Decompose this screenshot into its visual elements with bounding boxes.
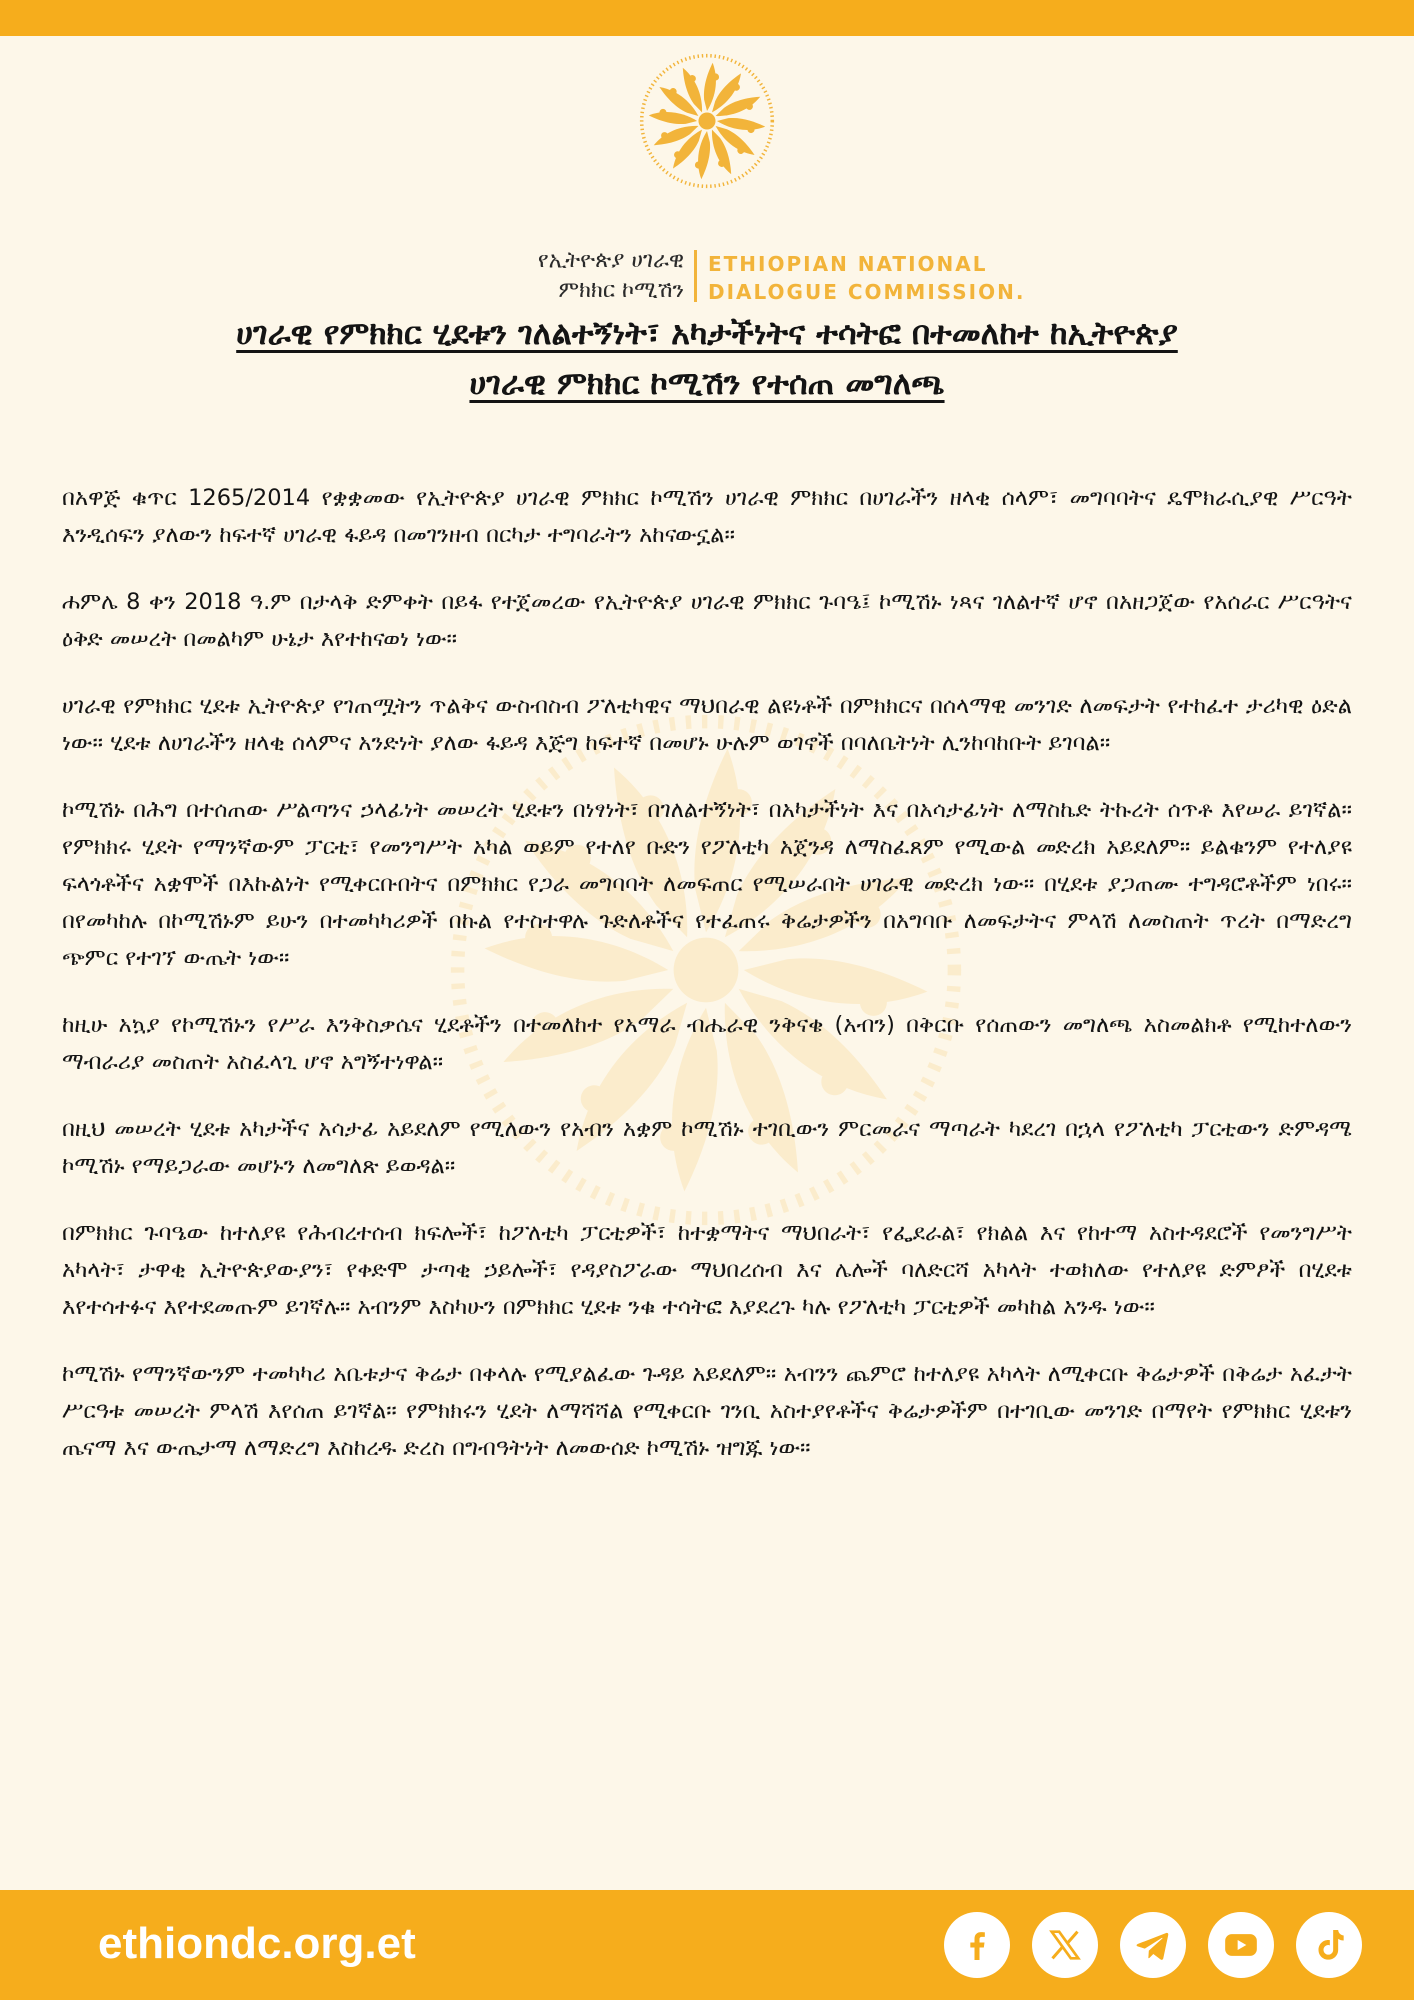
paragraph: ከዚሁ አኳያ የኮሚሽኑን የሥራ እንቅስቃሴና ሂደቶችን በተመለከተ የአማራ ብሔራዊ ንቅናቄ (አብን) በቅርቡ የሰጠውን መግለጫ አስመልክቶ የሚከተለውን ማብራሪያ መስጠት አስፈላጊ ሆኖ አግኝተነዋል። [62, 1012, 1352, 1075]
paragraph: በዚህ መሠረት ሂደቱ አካታችና አሳታፊ አይደለም የሚለውን የአብን አቋም ኮሚሽኑ ተገቢውን ምርመራና ማጣራት ካደረገ በኋላ የፖለቲካ ፓርቲውን ድምዳሜ ኮሚሽኑ የማይጋራው መሆኑን ለመግለጽ ይወዳል። [62, 1116, 1352, 1179]
paragraph: ሐምሌ 8 ቀን 2018 ዓ.ም በታላቅ ድምቀት በይፋ የተጀመረው የኢትዮጵያ ሀገራዊ ምክክር ጉባዔ፤ ኮሚሽኑ ነጻና ገለልተኛ ሆኖ በአዘጋጀው የአሰራር ሥርዓትና ዕቅድ መሠረት በመልካም ሁኔታ እየተከናወነ ነው። [62, 589, 1352, 652]
facebook-link[interactable] [944, 1912, 1010, 1978]
telegram-link[interactable] [1120, 1912, 1186, 1978]
youtube-icon [1221, 1925, 1261, 1965]
top-accent-bar [0, 0, 1414, 36]
statement-body [62, 480, 1352, 1497]
logo-amharic-line1: የኢትዮጵያ ሀገራዊ [537, 248, 684, 273]
title-line-1: ሀገራዊ የምክክር ሂደቱን ገለልተኝነት፣ አካታችነትና ተሳትፎ በተመለከተ ከኢትዮጵያ [236, 314, 1178, 352]
logo-divider [694, 250, 697, 302]
youtube-link[interactable] [1208, 1912, 1274, 1978]
logo-amharic-name [430, 246, 684, 306]
paragraph: በምክክር ጉባዔው ከተለያዩ የሕብረተሰብ ክፍሎች፣ ከፖለቲካ ፓርቲዎች፣ ከተቋማትና ማህበራት፣ የፌደራል፣ የክልል እና የከተማ አስተዳደሮች የመንግሥት አካላት፣ ታዋቂ ኢትዮጵያውያን፣ የቀድሞ ታጣቂ ኃይሎች፣ የዳያስፖራው ማህበረሰብ እና ሌሎች ባለድርሻ አካላት ተወክለው የተለያዩ ድምፆች በሂደቱ እየተሳተፉና እየተደመጡም ይገኛሉ። አብንም እስካሁን በምክክር ሂደቱ ንቁ ተሳትፎ እያደረጉ ካሉ የፖለቲካ ፓርቲዎች መካከል አንዱ ነው። [62, 1220, 1352, 1320]
paragraph: ሀገራዊ የምክክር ሂደቱ ኢትዮጵያ የገጠሟትን ጥልቅና ውስብስብ ፖለቲካዊና ማህበራዊ ልዩነቶች በምክክርና በሰላማዊ መንገድ ለመፍታት የተከፈተ ታሪካዊ ዕድል ነው። ሂደቱ ለሀገራችን ዘላቂ ሰላምና አንድነት ያለው ፋይዳ እጅግ ከፍተኛ በመሆኑ ሁሉም ወገኖች በባለቤትነት ሊንከባከቡት ይገባል። [62, 693, 1352, 756]
press-release-title [80, 308, 1334, 408]
x-twitter-link[interactable] [1032, 1912, 1098, 1978]
tiktok-link[interactable] [1296, 1912, 1362, 1978]
logo-english-name [708, 250, 1025, 306]
logo-english-line1: ETHIOPIAN NATIONAL [708, 252, 988, 276]
facebook-icon [957, 1925, 997, 1965]
sunburst-logo-icon [636, 50, 778, 192]
logo-english-line2: DIALOGUE COMMISSION. [708, 280, 1026, 304]
paragraph: በአዋጅ ቁጥር 1265/2014 የቋቋመው የኢትዮጵያ ሀገራዊ ምክክር ኮሚሽን ሀገራዊ ምክክር በሀገራችን ዘላቂ ሰላም፣ መግባባትና ዴሞክራሲያዊ ሥርዓት እንዲሰፍን ያለውን ከፍተኛ ሀገራዊ ፋይዳ በመገንዘብ በርካታ ተግባራትን አከናውኗል። [62, 485, 1352, 548]
x-icon [1045, 1925, 1085, 1965]
paragraph: ኮሚሽኑ በሕግ በተሰጠው ሥልጣንና ኃላፊነት መሠረት ሂደቱን በነፃነት፣ በገለልተኝነት፣ በአካታችነት እና በአሳታፊነት ለማስኬድ ትኩረት ሰጥቶ እየሠራ ይገኛል። የምክክሩ ሂደት የማንኛውም ፓርቲ፣ የመንግሥት አካል ወይም የተለየ ቡድን የፖለቲካ አጀንዳ ለማስፈጸም የሚውል መድረክ አይደለም። ይልቁንም የተለያዩ ፍላጎቶችና አቋሞች በእኩልነት የሚቀርቡበትና በምክክር የጋራ መግባባት ለመፍጠር የሚሠራበት ሀገራዊ መድረክ ነው። በሂደቱ ያጋጠሙ ተግዳሮቶችም ነበሩ። በየመካከሉ በኮሚሽኑም ይሁን በተመካካሪዎች በኩል የተስተዋሉ ጉድለቶችና የተፈጠሩ ቅሬታዎችን በአግባቡ ለመፍታትና ምላሽ ለመስጠት ጥረት በማድረግ ጭምር የተገኘ ውጤት ነው። [62, 797, 1352, 971]
logo-amharic-line2: ምክክር ኮሚሽን [558, 278, 684, 303]
paragraph: ኮሚሽኑ የማንኛውንም ተመካካሪ አቤቱታና ቅሬታ በቀላሉ የሚያልፈው ጉዳይ አይደለም። አብንን ጨምሮ ከተለያዩ አካላት ለሚቀርቡ ቅሬታዎች በቅሬታ አፈታት ሥርዓቱ መሠረት ምላሽ እየሰጠ ይገኛል። የምክክሩን ሂደት ለማሻሻል የሚቀርቡ ገንቢ አስተያየቶችና ቅሬታዎችም በተገቢው መንገድ በማየት የምክክር ሂደቱን ጤናማ እና ውጤታማ ለማድረግ እስከረዱ ድረስ በግብዓትነት ለመውሰድ ኮሚሽኑ ዝግጁ ነው። [62, 1361, 1352, 1461]
website-link[interactable]: ethiondc.org.et [98, 1919, 416, 1968]
title-line-2: ሀገራዊ ምክክር ኮሚሽን የተሰጠ መግለጫ [469, 364, 945, 402]
tiktok-icon [1309, 1925, 1349, 1965]
organization-logo [0, 46, 1414, 304]
footer-bar [0, 1890, 1414, 2000]
telegram-icon [1133, 1925, 1173, 1965]
